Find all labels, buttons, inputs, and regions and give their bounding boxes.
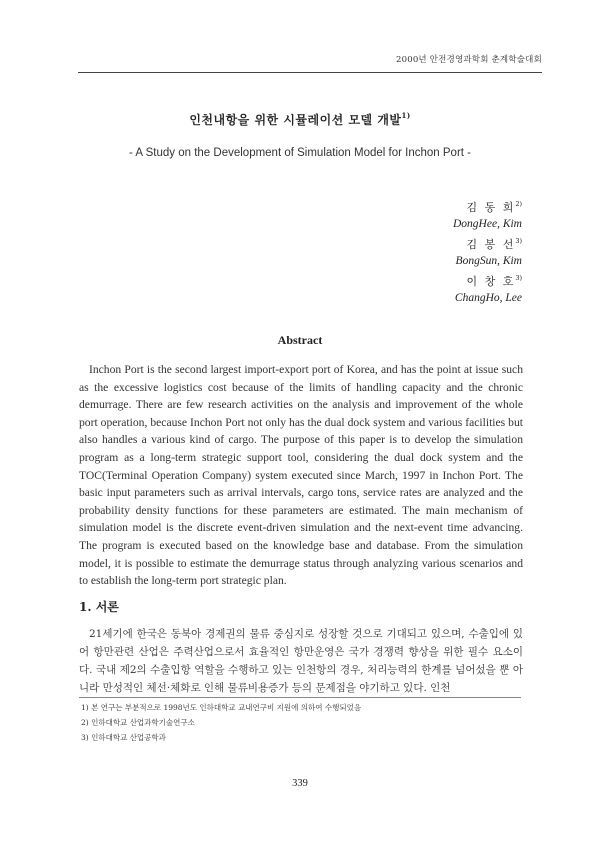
author-block: [453, 196, 522, 307]
author-1-korean: [453, 196, 522, 216]
author-1-name-english: DongHee, Kim: [453, 218, 522, 230]
section-1-heading: 1. 서론: [79, 600, 119, 614]
page-number: 339: [292, 778, 308, 789]
running-header: 2000년 안전경영과학회 춘계학술대회: [396, 55, 542, 65]
author-3-marker: 3): [515, 274, 522, 282]
footnotes: [81, 700, 361, 745]
footnote-1: 1) 본 연구는 부분적으로 1998년도 인하대학교 교내연구비 지원에 의하여 수행되었음: [81, 703, 362, 712]
author-1-name-korean: 김 동 희: [466, 201, 516, 214]
author-3-korean: [453, 270, 522, 290]
author-3-name-korean: 이 창 호: [466, 275, 516, 288]
footnote-rule: [79, 697, 521, 698]
footnote-2: 2) 인하대학교 산업과학기술연구소: [81, 718, 195, 727]
author-3-name-english: ChangHo, Lee: [454, 292, 522, 304]
header-rule: [78, 72, 542, 73]
title-korean: 인천내항을 위한 시뮬레이션 모델 개발: [189, 113, 402, 127]
author-2-name-english: BongSun, Kim: [455, 255, 522, 267]
abstract-heading: Abstract: [277, 333, 323, 347]
title-footnote-marker: 1): [401, 111, 411, 120]
author-2-name-korean: 김 봉 선: [466, 238, 516, 251]
abstract-body: Inchon Port is the second largest import-export port of Korea, and has the point at issue such as the excessive logistics cost because of the limits of handling capacity and the chronic demurrage. There are few research activities on the analysis and improvement of the whole port operation, because Inchon Port not only has the dual dock system and various facilities but also handles a various kind of cargo. The purpose of this paper is to develop the simulation program as a long-term strategic support tool, considering the dual dock system and the TOC(Terminal Operation Company) system executed since March, 1997 in Inchon Port. The basic input parameters such as arrival intervals, cargo tons, service rates are analyzed and the probability density functions for these parameters are estimated. The main mechanism of simulation model is the discrete event-driven simulation and the next-event time advancing. The program is executed based on the knowledge base and database. From the simulation model, it is possible to estimate the demurrage status through analyzing various scenarios and to establish the long-term port strategic plan.: [79, 363, 523, 588]
author-1-marker: 2): [515, 200, 522, 208]
paper-subtitle-english: - A Study on the Development of Simulation Model for Inchon Port -: [129, 147, 471, 159]
author-2-korean: [453, 233, 522, 253]
footnote-3: 3) 인하대학교 산업공학과: [81, 733, 166, 742]
section-1-body: 21세기에 한국은 동북아 경제권의 물류 중심지로 성장할 것으로 기대되고 있으며, 수출입에 있어 항만관련 산업은 주력산업으로서 효율적인 항만운영은 국가 경쟁력 향상을 위한 필수 요소이다. 국내 제2의 수출입항 역할을 수행하고 있는 인천항의 경우, 처리능력의 한계를 넘어섰을 뿐 아니라 만성적인 체선·체화로 인해 물류비용증가 등의 문제점을 야기하고 있다. 인천: [79, 628, 523, 694]
paper-title: [0, 111, 600, 128]
author-2-marker: 3): [515, 237, 522, 245]
